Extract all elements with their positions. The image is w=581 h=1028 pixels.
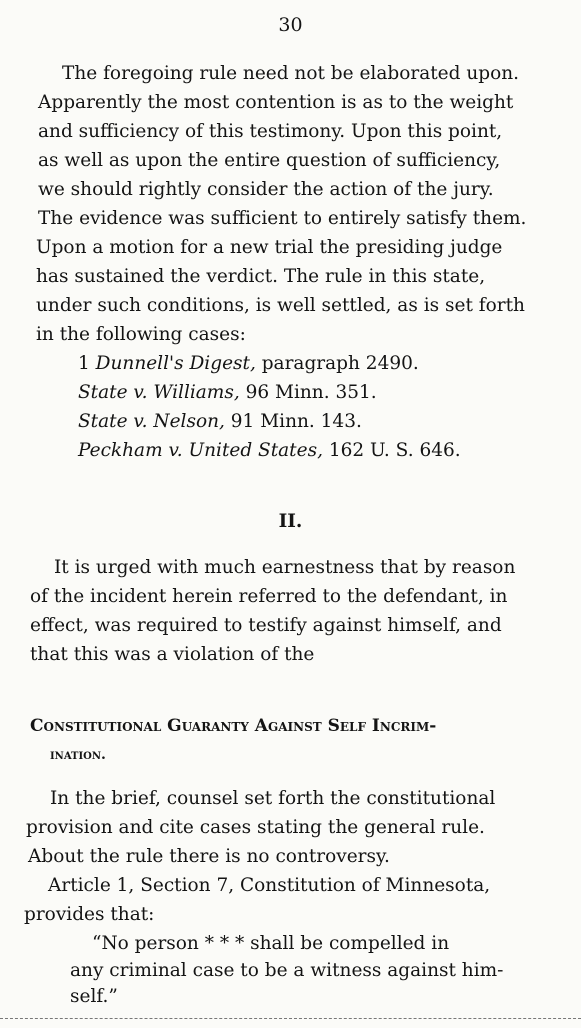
quote-line: self.” xyxy=(70,986,118,1007)
citation-ref: 162 U. S. 646. xyxy=(322,440,461,461)
paragraph-line: of the incident herein referred to the defendant, in xyxy=(30,586,508,607)
paragraph-line: has sustained the verdict. The rule in this state, xyxy=(36,266,486,287)
page-bottom-edge xyxy=(0,1018,581,1019)
quote-line: any criminal case to be a witness against him- xyxy=(70,960,504,981)
paragraph-line: About the rule there is no controversy. xyxy=(28,846,390,867)
paragraph-line: It is urged with much earnestness that by reason xyxy=(54,557,516,578)
paragraph-line: that this was a violation of the xyxy=(30,644,315,665)
citation xyxy=(78,439,461,463)
paragraph-line: in the following cases: xyxy=(36,324,246,345)
citation xyxy=(78,381,377,405)
paragraph-line: effect, was required to testify against himself, and xyxy=(30,615,502,636)
section-heading: Constitutional Guaranty Against Self Incrim- xyxy=(30,716,437,736)
paragraph-line: provides that: xyxy=(24,904,155,925)
page-number: 30 xyxy=(278,14,303,36)
citation-ref: 96 Minn. 351. xyxy=(239,382,377,403)
citation-lead: 1 xyxy=(78,353,96,374)
paragraph-line: Upon a motion for a new trial the presiding judge xyxy=(36,237,503,258)
paragraph-line: In the brief, counsel set forth the constitutional xyxy=(50,788,496,809)
paragraph-line: The foregoing rule need not be elaborated upon. xyxy=(62,63,520,84)
citation-ref: 91 Minn. 143. xyxy=(224,411,362,432)
paragraph-line: provision and cite cases stating the general rule. xyxy=(26,817,485,838)
paragraph-line: as well as upon the entire question of sufficiency, xyxy=(38,150,501,171)
citation-title: State v. Nelson, xyxy=(78,411,225,432)
paragraph-line: The evidence was sufficient to entirely satisfy them. xyxy=(38,208,527,229)
section-number: II. xyxy=(278,511,303,532)
citation-title: Peckham v. United States, xyxy=(78,440,323,461)
citation-ref: paragraph 2490. xyxy=(255,353,419,374)
citation xyxy=(78,352,419,376)
paragraph-line: and sufficiency of this testimony. Upon this point, xyxy=(38,121,503,142)
paragraph-line: Article 1, Section 7, Constitution of Minnesota, xyxy=(48,875,491,896)
citation-title: State v. Williams, xyxy=(78,382,240,403)
paragraph-line: we should rightly consider the action of the jury. xyxy=(38,179,494,200)
citation xyxy=(78,410,362,434)
paragraph-line: Apparently the most contention is as to the weight xyxy=(38,92,514,113)
citation-title: Dunnell's Digest, xyxy=(95,353,256,374)
quote-line: “No person * * * shall be compelled in xyxy=(92,933,450,954)
paragraph-line: under such conditions, is well settled, as is set forth xyxy=(36,295,525,316)
section-heading-cont: ination. xyxy=(50,747,106,763)
